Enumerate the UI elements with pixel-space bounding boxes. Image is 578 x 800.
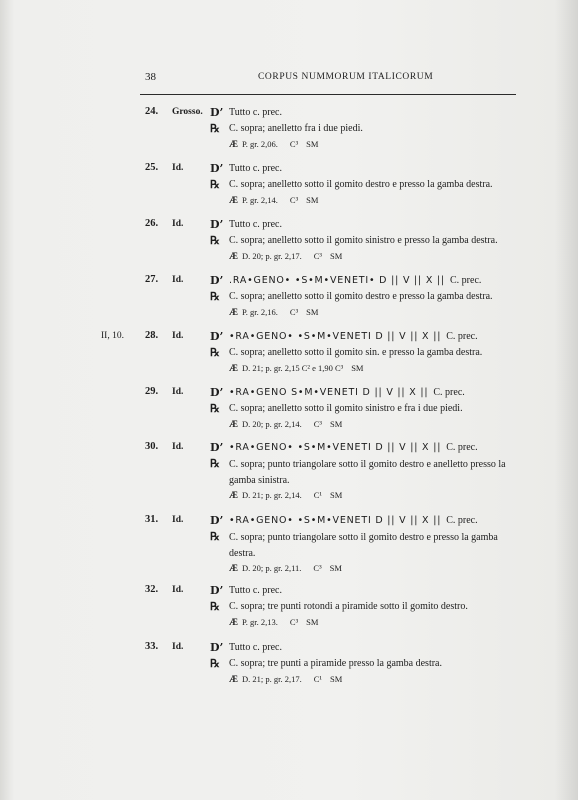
reverse-description: C. sopra; anelletto sotto il gomito destro e presso la gamba destra. bbox=[229, 291, 493, 302]
entry-number: 24. bbox=[145, 106, 159, 117]
page-number: 38 bbox=[145, 71, 156, 83]
reverse-description: C. sopra; anelletto sotto il gomito sinistro e presso la gamba destra. bbox=[229, 235, 498, 246]
specimen-data bbox=[229, 363, 364, 373]
coin-type: Id. bbox=[172, 585, 184, 595]
specimen-data bbox=[229, 563, 342, 573]
owner-mark: SM bbox=[329, 674, 343, 684]
reverse-description: C. sopra; tre punti rotondi a piramide sotto il gomito destro. bbox=[229, 601, 468, 612]
obverse-symbol: D’ bbox=[210, 514, 224, 527]
reverse-symbol: ℞ bbox=[210, 600, 220, 613]
obverse-description bbox=[229, 515, 478, 526]
entry-number: 29. bbox=[145, 386, 159, 397]
metal-symbol: Æ bbox=[229, 307, 238, 317]
weight: P. gr. 2,13. bbox=[242, 617, 278, 627]
weight: D. 20; p. gr. 2,14. bbox=[242, 419, 302, 429]
weight: P. gr. 2,06. bbox=[242, 139, 278, 149]
obverse-legend: •RA•GENO• •S•M•VENETI D || V || X || bbox=[229, 442, 442, 453]
collection-mark: C³ bbox=[313, 251, 322, 261]
obverse-description: Tutto c. prec. bbox=[229, 219, 282, 230]
plate-reference: II, 10. bbox=[101, 331, 124, 341]
metal-symbol: Æ bbox=[229, 363, 238, 373]
coin-type: Id. bbox=[172, 515, 184, 525]
coin-type: Grosso. bbox=[172, 107, 203, 117]
reverse-symbol: ℞ bbox=[210, 530, 220, 543]
metal-symbol: Æ bbox=[229, 674, 238, 684]
collection-mark: C³ bbox=[313, 419, 322, 429]
weight: D. 21; p. gr. 2,15 C² e 1,90 C³ bbox=[242, 363, 344, 373]
specimen-data bbox=[229, 490, 342, 500]
obverse-description: Tutto c. prec. bbox=[229, 585, 282, 596]
reverse-description: C. sopra; tre punti a piramide presso la gamba destra. bbox=[229, 658, 442, 669]
collection-mark: C³ bbox=[289, 307, 299, 317]
obverse-description bbox=[229, 275, 481, 286]
weight: P. gr. 2,14. bbox=[242, 195, 278, 205]
collection-mark: C¹ bbox=[313, 490, 322, 500]
obverse-legend: •RA•GENO• •S•M•VENETI D || V || X || bbox=[229, 331, 442, 342]
obverse-symbol: D’ bbox=[210, 274, 224, 287]
obverse-suffix: C. prec. bbox=[433, 387, 465, 398]
reverse-symbol: ℞ bbox=[210, 402, 220, 415]
entry-number: 32. bbox=[145, 584, 159, 595]
entry-number: 33. bbox=[145, 641, 159, 652]
reverse-symbol: ℞ bbox=[210, 178, 220, 191]
entry-number: 25. bbox=[145, 162, 159, 173]
collection-mark: C¹ bbox=[313, 674, 322, 684]
reverse-description: C. sopra; punto triangolare sotto il gomito destro e presso la gamba destra. bbox=[229, 532, 498, 559]
entry-number: 28. bbox=[145, 330, 159, 341]
reverse-description: C. sopra; anelletto sotto il gomito sinistro e fra i due piedi. bbox=[229, 403, 463, 414]
owner-mark: SM bbox=[351, 363, 364, 373]
coin-type: Id. bbox=[172, 387, 184, 397]
weight: D. 20; p. gr. 2,11. bbox=[242, 563, 302, 573]
weight: D. 21; p. gr. 2,17. bbox=[242, 674, 302, 684]
collection-mark: C³ bbox=[289, 195, 299, 205]
coin-type: Id. bbox=[172, 642, 184, 652]
owner-mark: SM bbox=[306, 139, 319, 149]
obverse-symbol: D’ bbox=[210, 441, 224, 454]
collection-mark: C³ bbox=[313, 563, 322, 573]
obverse-legend: .RA•GENO• •S•M•VENETI• D || V || X || bbox=[229, 275, 446, 286]
metal-symbol: Æ bbox=[229, 563, 238, 573]
obverse-suffix: C. prec. bbox=[446, 442, 478, 453]
reverse-description: C. sopra; anelletto sotto il gomito destro e presso la gamba destra. bbox=[229, 179, 493, 190]
owner-mark: SM bbox=[306, 617, 319, 627]
owner-mark: SM bbox=[306, 195, 319, 205]
specimen-data bbox=[229, 617, 318, 627]
coin-type: Id. bbox=[172, 275, 184, 285]
coin-type: Id. bbox=[172, 331, 184, 341]
metal-symbol: Æ bbox=[229, 251, 238, 261]
header-rule bbox=[140, 94, 516, 95]
weight: D. 21; p. gr. 2,14. bbox=[242, 490, 302, 500]
obverse-suffix: C. prec. bbox=[450, 275, 482, 286]
specimen-data bbox=[229, 251, 342, 261]
collection-mark: C³ bbox=[289, 139, 299, 149]
metal-symbol: Æ bbox=[229, 139, 238, 149]
collection-mark: C³ bbox=[289, 617, 299, 627]
weight: D. 20; p. gr. 2,17. bbox=[242, 251, 302, 261]
entry-number: 26. bbox=[145, 218, 159, 229]
metal-symbol: Æ bbox=[229, 419, 238, 429]
obverse-legend: •RA•GENO S•M•VENETI D || V || X || bbox=[229, 387, 429, 398]
owner-mark: SM bbox=[329, 490, 343, 500]
owner-mark: SM bbox=[306, 307, 319, 317]
obverse-suffix: C. prec. bbox=[446, 515, 478, 526]
metal-symbol: Æ bbox=[229, 490, 238, 500]
specimen-data bbox=[229, 195, 318, 205]
reverse-description: C. sopra; anelletto sotto il gomito sin. e presso la gamba destra. bbox=[229, 347, 483, 358]
obverse-symbol: D’ bbox=[210, 330, 224, 343]
reverse-description: C. sopra; anelletto fra i due piedi. bbox=[229, 123, 363, 134]
specimen-data bbox=[229, 674, 342, 684]
obverse-symbol: D’ bbox=[210, 386, 224, 399]
obverse-symbol: D’ bbox=[210, 641, 224, 654]
specimen-data bbox=[229, 307, 318, 317]
weight: P. gr. 2,16. bbox=[242, 307, 278, 317]
obverse-description: Tutto c. prec. bbox=[229, 107, 282, 118]
running-title: CORPUS NUMMORUM ITALICORUM bbox=[258, 72, 434, 82]
obverse-description: Tutto c. prec. bbox=[229, 163, 282, 174]
obverse-symbol: D’ bbox=[210, 584, 224, 597]
obverse-suffix: C. prec. bbox=[446, 331, 478, 342]
metal-symbol: Æ bbox=[229, 617, 238, 627]
reverse-symbol: ℞ bbox=[210, 457, 220, 470]
reverse-symbol: ℞ bbox=[210, 346, 220, 359]
obverse-legend: •RA•GENO• •S•M•VENETI D || V || X || bbox=[229, 515, 442, 526]
reverse-description: C. sopra; punto triangolare sotto il gomito destro e anelletto presso la gamba sinistra. bbox=[229, 459, 506, 486]
obverse-symbol: D’ bbox=[210, 162, 224, 175]
coin-type: Id. bbox=[172, 219, 184, 229]
metal-symbol: Æ bbox=[229, 195, 238, 205]
obverse-description bbox=[229, 331, 478, 342]
reverse-symbol: ℞ bbox=[210, 234, 220, 247]
entry-number: 27. bbox=[145, 274, 159, 285]
specimen-data bbox=[229, 419, 342, 429]
page-header bbox=[0, 71, 578, 91]
specimen-data bbox=[229, 139, 318, 149]
obverse-description bbox=[229, 387, 465, 398]
coin-type: Id. bbox=[172, 442, 184, 452]
owner-mark: SM bbox=[329, 251, 343, 261]
obverse-symbol: D’ bbox=[210, 218, 224, 231]
owner-mark: SM bbox=[329, 563, 342, 573]
obverse-description bbox=[229, 442, 478, 453]
coin-type: Id. bbox=[172, 163, 184, 173]
owner-mark: SM bbox=[329, 419, 343, 429]
reverse-symbol: ℞ bbox=[210, 657, 220, 670]
reverse-symbol: ℞ bbox=[210, 122, 220, 135]
entry-number: 30. bbox=[145, 441, 159, 452]
reverse-symbol: ℞ bbox=[210, 290, 220, 303]
obverse-description: Tutto c. prec. bbox=[229, 642, 282, 653]
entry-number: 31. bbox=[145, 514, 159, 525]
obverse-symbol: D’ bbox=[210, 106, 224, 119]
